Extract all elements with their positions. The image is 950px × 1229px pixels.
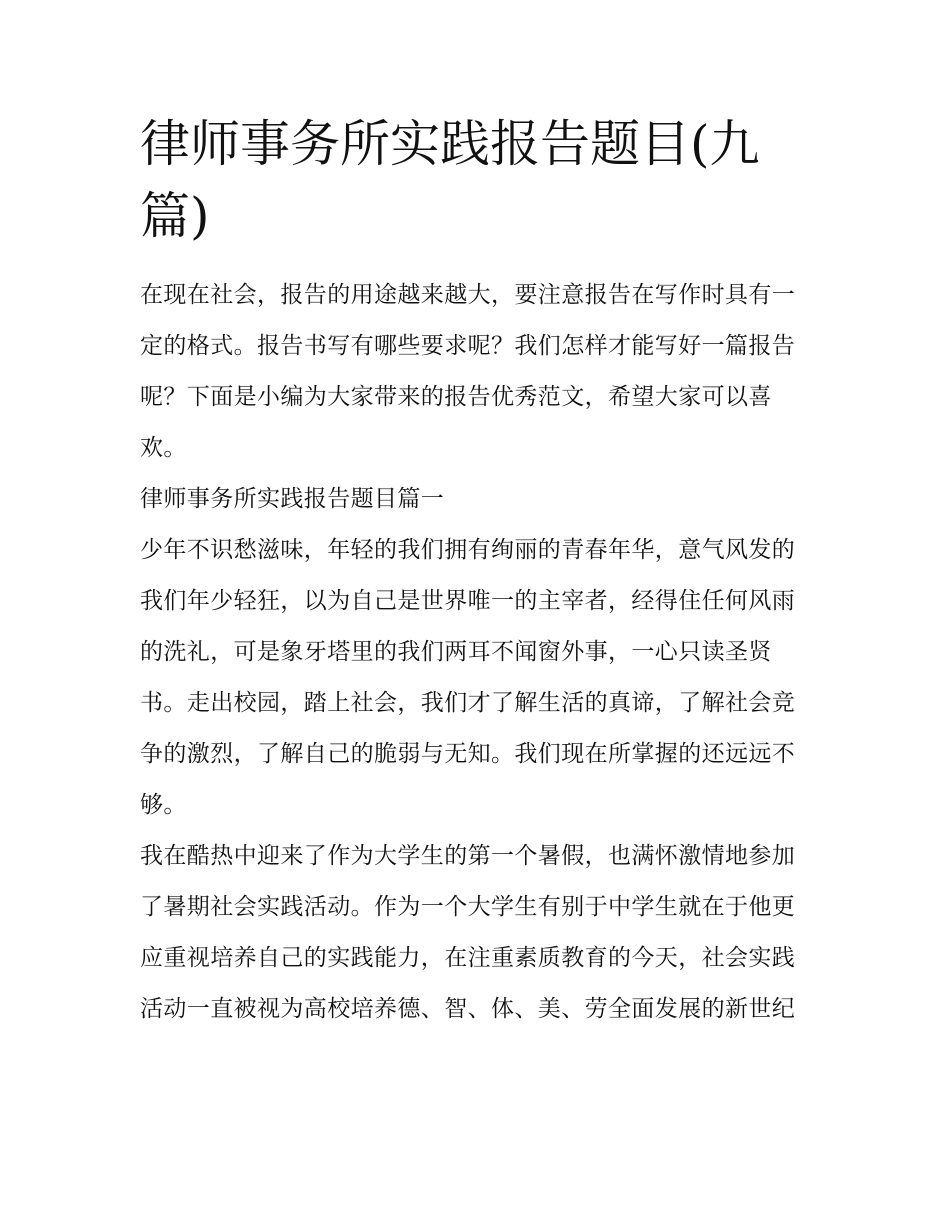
section-heading: 律师事务所实践报告题目篇一 — [140, 486, 445, 512]
document-page — [140, 108, 812, 1035]
body-paragraph: 少年不识愁滋味，年轻的我们拥有绚丽的青春年华，意气风发的我们年少轻狂，以为自己是世界唯一的主宰者，经得住任何风雨的洗礼，可是象牙塔里的我们两耳不闻窗外事，一心只读圣贤书。走出校园，踏上社会，我们才了解生活的真谛，了解社会竞争的激烈，了解自己的脆弱与无知。我们现在所掌握的还远远不够。 — [140, 537, 796, 818]
intro-paragraph: 在现在社会，报告的用途越来越大，要注意报告在写作时具有一定的格式。报告书写有哪些要求呢？我们怎样才能写好一篇报告呢？下面是小编为大家带来的报告优秀范文，希望大家可以喜欢。 — [140, 282, 796, 461]
document-title: 律师事务所实践报告题目(九篇) — [140, 115, 760, 245]
body-paragraph: 我在酷热中迎来了作为大学生的第一个暑假，也满怀激情地参加了暑期社会实践活动。作为一个大学生有别于中学生就在于他更应重视培养自己的实践能力，在注重素质教育的今天，社会实践活动一直被视为高校培养德、智、体、美、劳全面发展的新世纪 — [140, 843, 796, 1022]
